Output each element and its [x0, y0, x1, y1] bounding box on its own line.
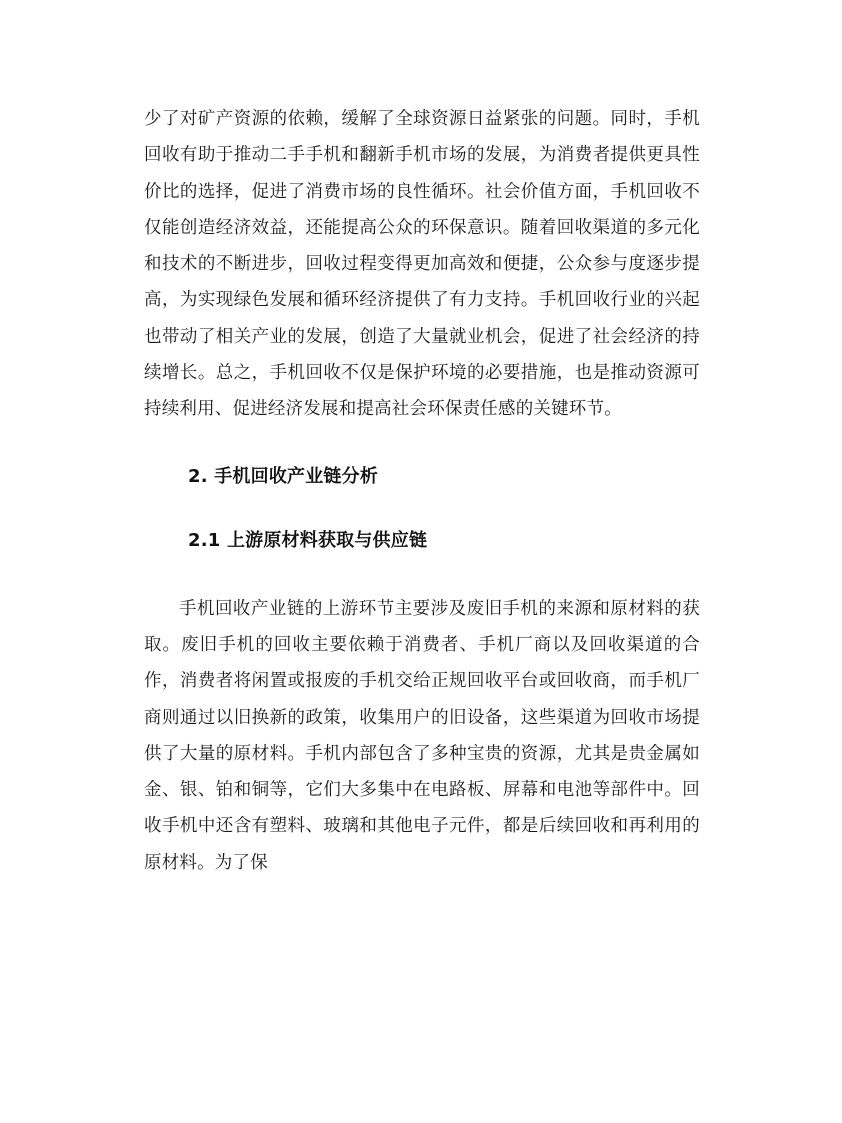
subsection-heading: 2.1 上游原材料获取与供应链 — [188, 529, 428, 551]
body-paragraph: 手机回收产业链的上游环节主要涉及废旧手机的来源和原材料的获取。废旧手机的回收主要依赖于消费者、手机厂商以及回收渠道的合作，消费者将闲置或报废的手机交给正规回收平台或回收商，而手机厂商则通过以旧换新的政策，收集用户的旧设备，这些渠道为回收市场提供了大量的原材料。手机内部包含了多种宝贵的资源，尤其是贵金属如金、银、铂和铜等，它们大多集中在电路板、屏幕和电池等部件中。回收手机中还含有塑料、玻璃和其他电子元件，都是后续回收和再利用的原材料。为了保 — [144, 598, 700, 873]
page-content — [144, 101, 700, 881]
section-heading: 2. 手机回收产业链分析 — [188, 465, 379, 487]
body-paragraph-continued: 少了对矿产资源的依赖，缓解了全球资源日益紧张的问题。同时，手机回收有助于推动二手手机和翻新手机市场的发展，为消费者提供更具性价比的选择，促进了消费市场的良性循环。社会价值方面，手机回收不仅能创造经济效益，还能提高公众的环保意识。随着回收渠道的多元化和技术的不断进步，回收过程变得更加高效和便捷，公众参与度逐步提高，为实现绿色发展和循环经济提供了有力支持。手机回收行业的兴起也带动了相关产业的发展，创造了大量就业机会，促进了社会经济的持续增长。总之，手机回收不仅是保护环境的必要措施，也是推动资源可持续利用、促进经济发展和提高社会环保责任感的关键环节。 — [144, 109, 700, 420]
